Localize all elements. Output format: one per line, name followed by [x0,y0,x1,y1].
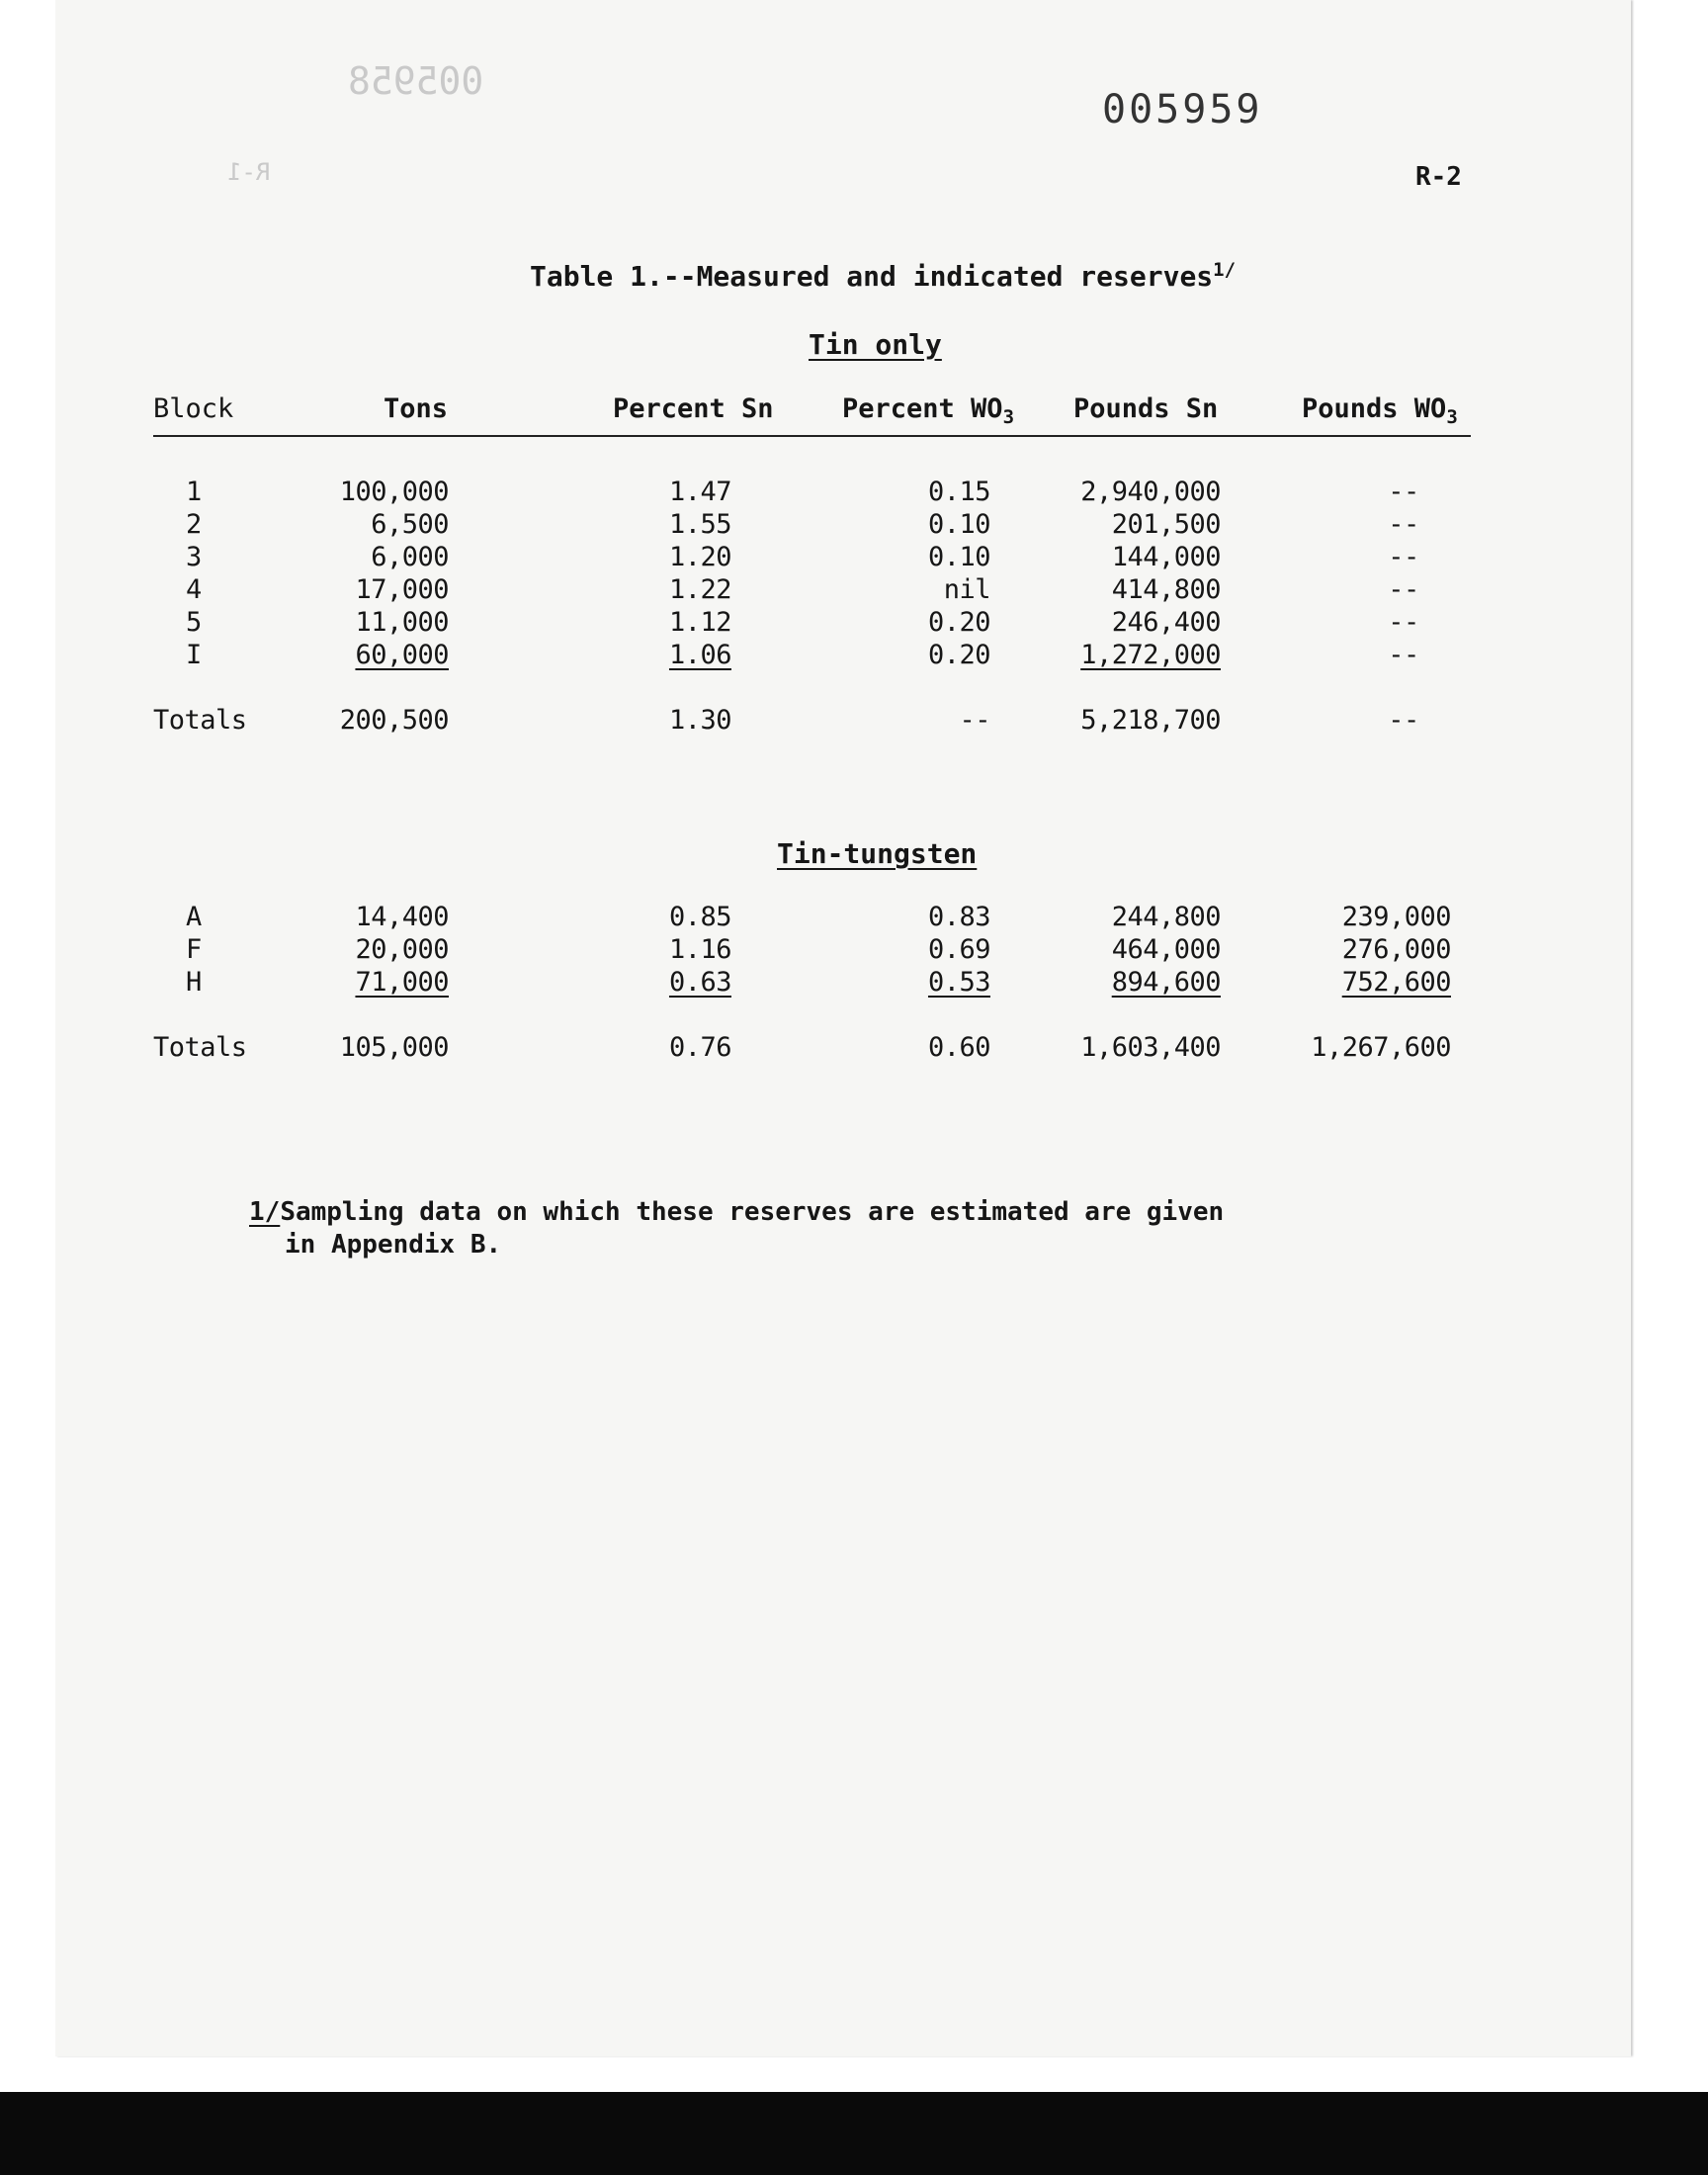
row-percent-wo3: 0.83 [927,902,990,932]
totals-label: Totals [153,705,247,736]
totals-percent-wo3: 0.60 [927,1032,990,1063]
row-pounds-wo3: 276,000 [1341,934,1451,965]
row-tons: 60,000 [355,640,449,670]
row-pounds-sn: 201,500 [1111,509,1221,540]
footnote-line-2: in Appendix B. [285,1230,502,1260]
col-header-tons: Tons [384,393,449,424]
row-pounds-sn: 246,400 [1111,607,1221,638]
row-block-label: A [186,902,202,932]
totals-tons: 200,500 [339,705,449,736]
row-percent-sn: 1.55 [668,509,731,540]
row-percent-wo3: 0.69 [927,934,990,965]
bleed-through-stamp: 005958 [348,59,484,103]
row-block-label: H [186,967,202,998]
row-block-label: 4 [186,574,202,605]
row-block-label: F [186,934,202,965]
row-percent-sn: 1.22 [668,574,731,605]
bleed-through-page-id: R-1 [227,158,271,186]
col-header-pounds-wo3: Pounds $WO_3$ [1302,393,1458,428]
row-pounds-wo3: -- [1388,509,1419,540]
row-block-label: I [186,640,202,670]
row-pounds-wo3: 752,600 [1341,967,1451,998]
row-percent-wo3: 0.15 [927,477,990,507]
row-tons: 17,000 [355,574,449,605]
col-header-block: Block [153,393,234,424]
scanner-bottom-bar [0,2092,1708,2175]
row-percent-sn: 0.63 [668,967,731,998]
row-percent-wo3: 0.10 [927,509,990,540]
row-pounds-wo3: -- [1388,640,1419,670]
page-id: R-2 [1415,162,1462,192]
col-header-percent-sn: Percent Sn [613,393,774,424]
row-pounds-sn: 464,000 [1111,934,1221,965]
row-pounds-sn: 414,800 [1111,574,1221,605]
section-label-tin-tungsten: Tin-tungsten [777,837,978,870]
row-percent-sn: 0.85 [668,902,731,932]
row-block-label: 1 [186,477,202,507]
row-pounds-wo3: 239,000 [1341,902,1451,932]
footnote-line-1: 1/Sampling data on which these reserves are estimated are given [249,1197,1225,1227]
totals-pounds-sn: 5,218,700 [1080,705,1221,736]
document-stamp-number: 005959 [1102,87,1263,132]
row-percent-sn: 1.06 [668,640,731,670]
document-page [55,0,1631,2056]
row-percent-sn: 1.16 [668,934,731,965]
row-block-label: 5 [186,607,202,638]
row-tons: 6,000 [371,542,449,572]
row-percent-wo3: nil [943,574,990,605]
col-header-percent-wo3: Percent $WO_3$ [842,393,1015,428]
row-pounds-wo3: -- [1388,477,1419,507]
title-footnote-mark: 1/ [1213,259,1237,281]
row-block-label: 3 [186,542,202,572]
totals-pounds-wo3: 1,267,600 [1311,1032,1451,1063]
row-percent-wo3: 0.10 [927,542,990,572]
row-percent-sn: 1.47 [668,477,731,507]
row-percent-wo3: 0.20 [927,607,990,638]
totals-label: Totals [153,1032,247,1063]
row-pounds-sn: 144,000 [1111,542,1221,572]
totals-percent-sn: 0.76 [668,1032,731,1063]
row-pounds-sn: 244,800 [1111,902,1221,932]
row-block-label: 2 [186,509,202,540]
totals-pounds-wo3: -- [1388,705,1419,736]
row-percent-wo3: 0.53 [927,967,990,998]
totals-percent-wo3: -- [959,705,990,736]
row-pounds-wo3: -- [1388,574,1419,605]
row-pounds-wo3: -- [1388,542,1419,572]
totals-tons: 105,000 [339,1032,449,1063]
row-pounds-sn: 894,600 [1111,967,1221,998]
totals-pounds-sn: 1,603,400 [1080,1032,1221,1063]
header-rule [153,435,1471,437]
row-tons: 11,000 [355,607,449,638]
table-title: Table 1.--Measured and indicated reserves$^{1/}$ [530,259,1237,293]
row-percent-sn: 1.12 [668,607,731,638]
row-tons: 6,500 [371,509,449,540]
totals-percent-sn: 1.30 [668,705,731,736]
col-header-pounds-sn: Pounds Sn [1073,393,1219,424]
row-pounds-sn: 2,940,000 [1080,477,1221,507]
row-tons: 71,000 [355,967,449,998]
row-tons: 100,000 [339,477,449,507]
footnote-mark: 1/ [249,1197,281,1227]
row-percent-sn: 1.20 [668,542,731,572]
row-pounds-wo3: -- [1388,607,1419,638]
section-label-tin-only: Tin only [809,328,942,361]
row-tons: 14,400 [355,902,449,932]
row-tons: 20,000 [355,934,449,965]
row-pounds-sn: 1,272,000 [1080,640,1221,670]
row-percent-wo3: 0.20 [927,640,990,670]
